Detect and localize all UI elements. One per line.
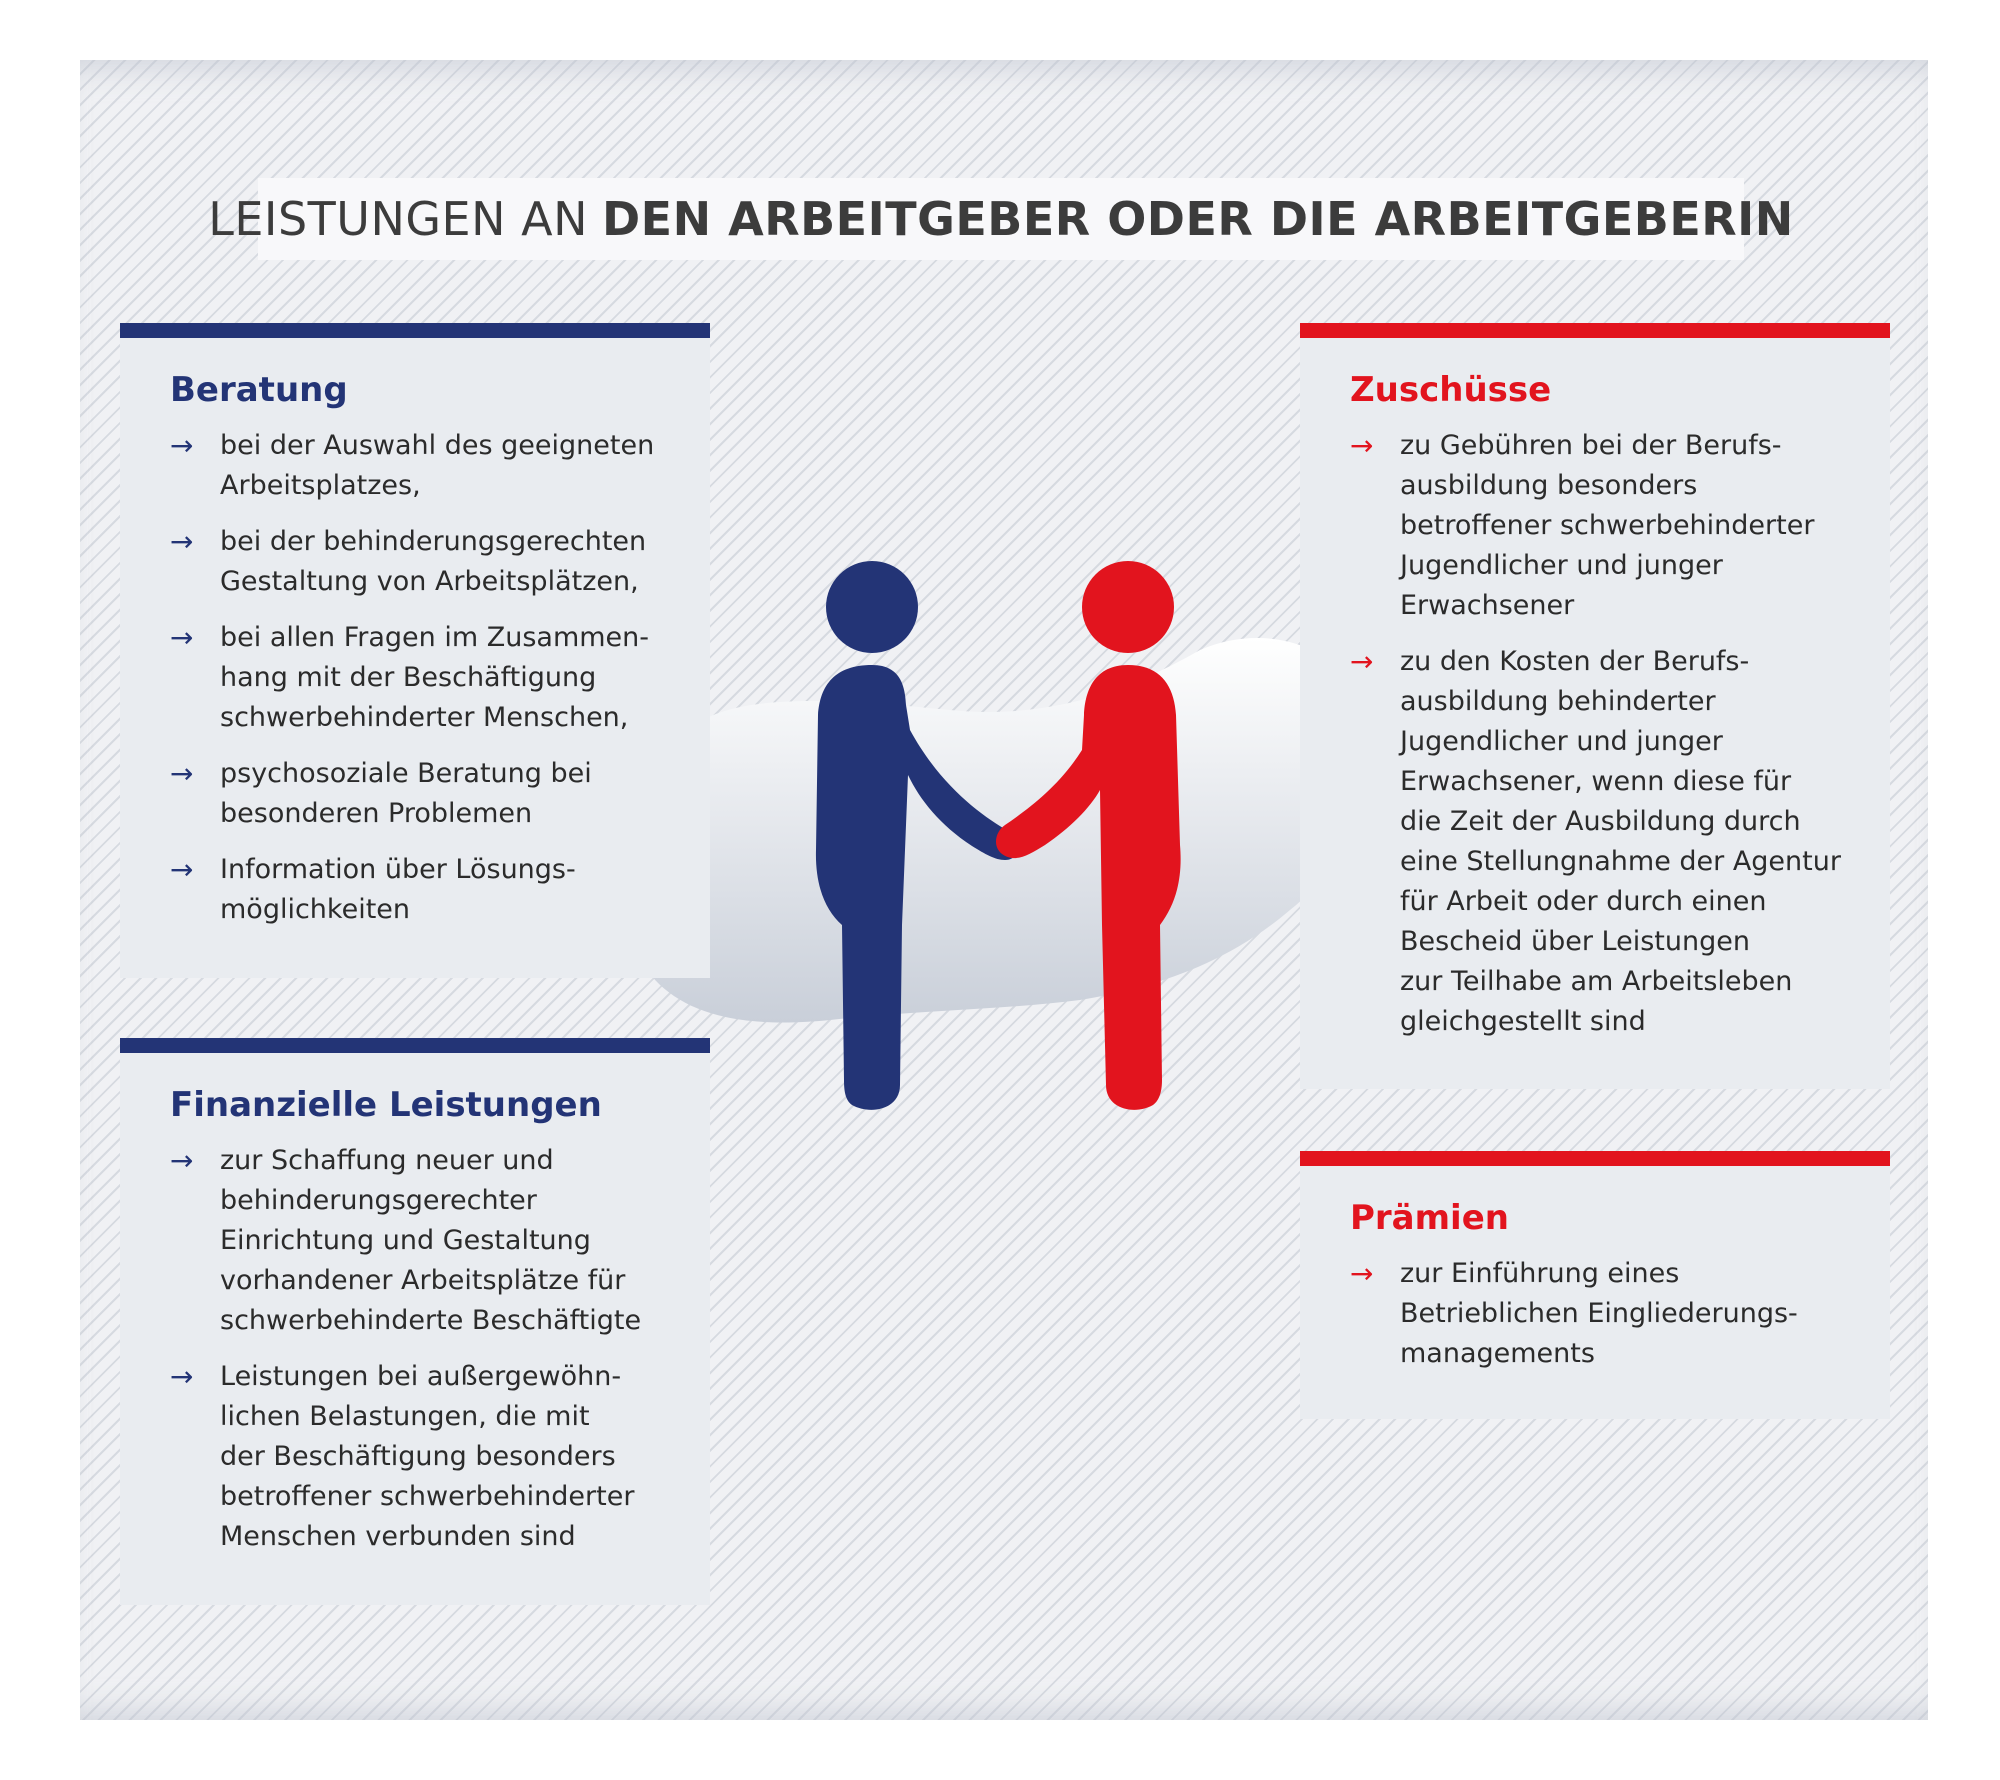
card-heading: Finanzielle Leistungen [170,1085,602,1125]
arrow-right-icon: → [170,525,194,558]
list-item [170,618,670,738]
list-item [1350,1254,1850,1374]
bullet-list [1350,426,1850,1042]
list-item-text: zur Einführung eines Betrieblichen Eingliederungs- managements [1400,1258,1798,1369]
title-bold: DEN ARBEITGEBER ODER DIE ARBEITGEBERIN [601,192,1794,246]
arrow-right-icon: → [1350,1257,1374,1290]
arrow-right-icon: → [1350,429,1374,462]
list-item [1350,426,1850,626]
card-finanzielle-leistungen [120,1038,710,1605]
list-item [170,850,670,930]
card-heading: Zuschüsse [1350,370,1552,410]
card-praemien [1300,1151,1890,1419]
list-item-text: psychosoziale Beratung bei besonderen Problemen [220,758,592,829]
card-heading: Beratung [170,370,348,410]
bullet-list [170,1141,670,1557]
card-zuschuesse [1300,323,1890,1089]
list-item [170,426,670,506]
arrow-right-icon: → [170,1144,194,1177]
list-item [170,1141,670,1341]
list-item-text: zur Schaffung neuer und behinderungsgerechter Einrichtung und Gestaltung vorhandener Arbeitsplätze für schwerbehinderte Beschäftigte [220,1145,642,1336]
card-beratung [120,323,710,978]
arrow-right-icon: → [170,621,194,654]
list-item-text: bei allen Fragen im Zusammen- hang mit der Beschäftigung schwerbehinderter Menschen, [220,622,650,733]
arrow-right-icon: → [170,757,194,790]
list-item-text: zu Gebühren bei der Berufs- ausbildung besonders betroffener schwerbehinderter Jugendlicher und junger Erwachsener [1400,430,1815,621]
card-heading: Prämien [1350,1198,1509,1238]
bullet-list [170,426,670,930]
title-light: LEISTUNGEN AN [208,192,588,246]
bullet-list [1350,1254,1850,1374]
person-red-head [1082,561,1174,653]
page-title [208,178,1794,260]
list-item [1350,642,1850,1042]
list-item-text: Leistungen bei außergewöhn- lichen Belastungen, die mit der Beschäftigung besonders betroffener schwerbehinderter Menschen verbunden sind [220,1361,635,1552]
handshake-illustration [620,540,1390,1140]
list-item-text: bei der Auswahl des geeigneten Arbeitsplatzes, [220,430,655,501]
arrow-right-icon: → [170,429,194,462]
list-item [170,522,670,602]
list-item [170,1357,670,1557]
list-item-text: Information über Lösungs- möglichkeiten [220,854,576,925]
arrow-right-icon: → [1350,645,1374,678]
list-item-text: zu den Kosten der Berufs- ausbildung behinderter Jugendlicher und junger Erwachsener, wenn diese für die Zeit der Ausbildung durch eine Stellungnahme der Agentur für Arbeit oder durch einen Bescheid über Leistungen zur Teilhabe am Arbeitsleben gleichgestellt sind [1400,646,1841,1037]
list-item [170,754,670,834]
arrow-right-icon: → [170,853,194,886]
arrow-right-icon: → [170,1360,194,1393]
list-item-text: bei der behinderungsgerechten Gestaltung von Arbeitsplätzen, [220,526,647,597]
person-blue-head [826,561,918,653]
